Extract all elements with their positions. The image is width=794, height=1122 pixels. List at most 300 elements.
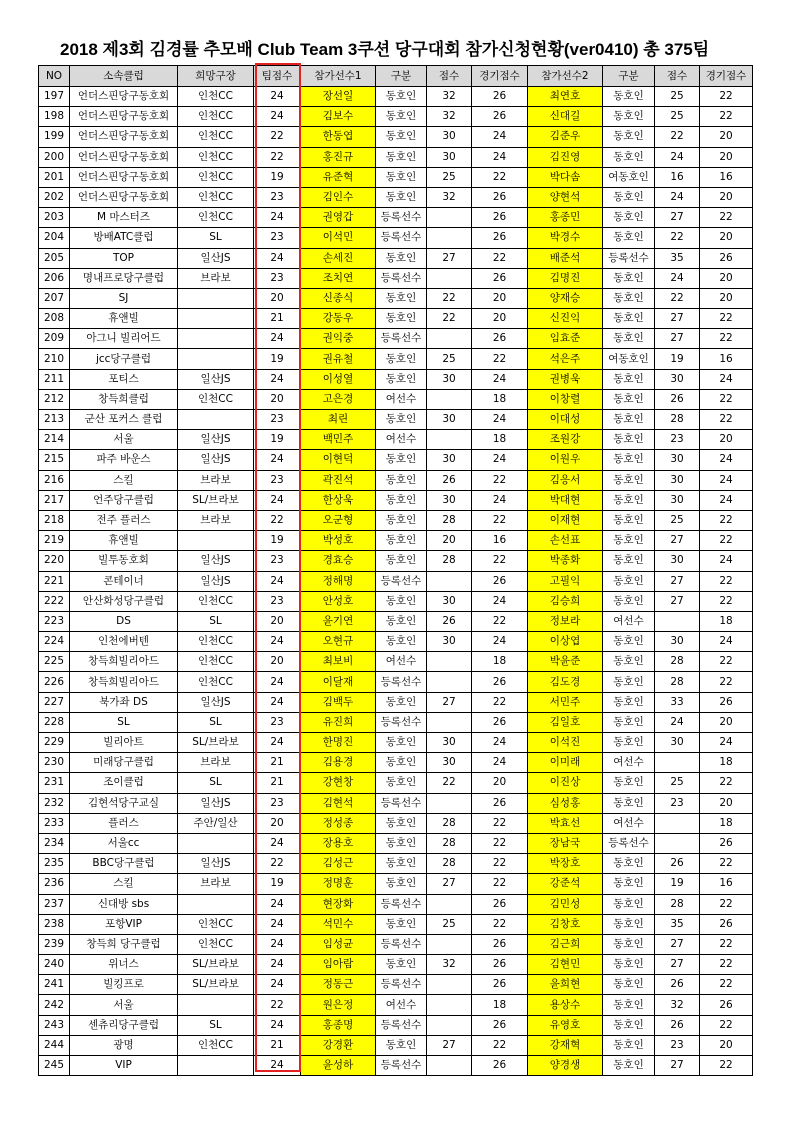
row-no: 235 bbox=[39, 854, 70, 874]
venue: SL/브라보 bbox=[178, 733, 254, 753]
player1-match-score: 22 bbox=[472, 1035, 528, 1055]
table-row bbox=[39, 167, 753, 187]
player1-name: 권유철 bbox=[301, 349, 376, 369]
player1-name: 백민주 bbox=[301, 430, 376, 450]
team-score: 20 bbox=[254, 652, 301, 672]
col-header-match-score1: 경기점수 bbox=[472, 66, 528, 87]
player2-match-score: 18 bbox=[700, 813, 753, 833]
table-row bbox=[39, 672, 753, 692]
team-score: 21 bbox=[254, 309, 301, 329]
player2-score: 26 bbox=[655, 975, 700, 995]
team-score: 24 bbox=[254, 248, 301, 268]
club-name: 군산 포커스 클럽 bbox=[70, 410, 178, 430]
row-no: 243 bbox=[39, 1015, 70, 1035]
row-no: 211 bbox=[39, 369, 70, 389]
player1-type: 등록선수 bbox=[376, 1015, 427, 1035]
club-name: 미래당구클럽 bbox=[70, 753, 178, 773]
venue: 일산JS bbox=[178, 430, 254, 450]
player1-score: 28 bbox=[427, 551, 472, 571]
player2-name: 박장호 bbox=[528, 854, 603, 874]
player2-match-score: 16 bbox=[700, 874, 753, 894]
row-no: 210 bbox=[39, 349, 70, 369]
player2-name: 김민성 bbox=[528, 894, 603, 914]
venue bbox=[178, 894, 254, 914]
player2-score: 22 bbox=[655, 288, 700, 308]
team-score: 23 bbox=[254, 268, 301, 288]
player1-match-score: 18 bbox=[472, 389, 528, 409]
player1-name: 곽진석 bbox=[301, 470, 376, 490]
player2-name: 배준석 bbox=[528, 248, 603, 268]
table-row bbox=[39, 551, 753, 571]
player2-name: 서민주 bbox=[528, 692, 603, 712]
player2-score: 28 bbox=[655, 410, 700, 430]
player2-score: 24 bbox=[655, 187, 700, 207]
player1-name: 조치연 bbox=[301, 268, 376, 288]
player1-match-score: 20 bbox=[472, 773, 528, 793]
player2-type: 등록선수 bbox=[603, 248, 655, 268]
venue bbox=[178, 531, 254, 551]
player2-name: 박경수 bbox=[528, 228, 603, 248]
player2-score bbox=[655, 833, 700, 853]
table-row bbox=[39, 611, 753, 631]
club-name: 서울cc bbox=[70, 833, 178, 853]
team-score: 23 bbox=[254, 591, 301, 611]
venue: 브라보 bbox=[178, 470, 254, 490]
player1-name: 석민수 bbox=[301, 914, 376, 934]
table-row bbox=[39, 995, 753, 1015]
table-row bbox=[39, 147, 753, 167]
player1-type: 동호인 bbox=[376, 309, 427, 329]
player2-name: 박종화 bbox=[528, 551, 603, 571]
player2-score bbox=[655, 611, 700, 631]
team-score: 24 bbox=[254, 490, 301, 510]
team-score: 19 bbox=[254, 167, 301, 187]
table-row bbox=[39, 410, 753, 430]
player1-type: 동호인 bbox=[376, 854, 427, 874]
venue: SL bbox=[178, 773, 254, 793]
player1-score: 32 bbox=[427, 107, 472, 127]
club-name: 위너스 bbox=[70, 955, 178, 975]
player2-score: 24 bbox=[655, 147, 700, 167]
player2-match-score: 22 bbox=[700, 672, 753, 692]
player1-name: 강동우 bbox=[301, 309, 376, 329]
venue: 인천CC bbox=[178, 652, 254, 672]
club-name: 창득희 당구클럽 bbox=[70, 934, 178, 954]
venue: 일산JS bbox=[178, 248, 254, 268]
team-score: 24 bbox=[254, 934, 301, 954]
row-no: 214 bbox=[39, 430, 70, 450]
row-no: 219 bbox=[39, 531, 70, 551]
row-no: 218 bbox=[39, 510, 70, 530]
player1-score: 25 bbox=[427, 914, 472, 934]
player2-match-score: 22 bbox=[700, 975, 753, 995]
player1-score: 30 bbox=[427, 490, 472, 510]
team-score: 23 bbox=[254, 187, 301, 207]
table-row bbox=[39, 975, 753, 995]
player1-name: 한명진 bbox=[301, 733, 376, 753]
player1-type: 여선수 bbox=[376, 652, 427, 672]
club-name: 창득희클럽 bbox=[70, 389, 178, 409]
player1-name: 유진희 bbox=[301, 712, 376, 732]
player2-type: 동호인 bbox=[603, 510, 655, 530]
player2-name: 김도경 bbox=[528, 672, 603, 692]
player2-match-score: 18 bbox=[700, 753, 753, 773]
team-score: 23 bbox=[254, 793, 301, 813]
venue: SL/브라보 bbox=[178, 975, 254, 995]
player2-score: 32 bbox=[655, 995, 700, 1015]
player2-type: 동호인 bbox=[603, 329, 655, 349]
player1-name: 고은경 bbox=[301, 389, 376, 409]
player2-score: 30 bbox=[655, 632, 700, 652]
player1-score bbox=[427, 995, 472, 1015]
team-score: 22 bbox=[254, 854, 301, 874]
player1-name: 이석민 bbox=[301, 228, 376, 248]
team-score: 20 bbox=[254, 813, 301, 833]
player2-score: 27 bbox=[655, 309, 700, 329]
row-no: 225 bbox=[39, 652, 70, 672]
player2-type: 동호인 bbox=[603, 430, 655, 450]
player2-score: 30 bbox=[655, 369, 700, 389]
player2-match-score: 20 bbox=[700, 1035, 753, 1055]
venue bbox=[178, 288, 254, 308]
venue: 일산JS bbox=[178, 854, 254, 874]
player2-name: 이원우 bbox=[528, 450, 603, 470]
player1-match-score: 24 bbox=[472, 410, 528, 430]
table-row bbox=[39, 228, 753, 248]
player1-type: 동호인 bbox=[376, 510, 427, 530]
player1-match-score: 22 bbox=[472, 692, 528, 712]
player2-name: 조원강 bbox=[528, 430, 603, 450]
player1-score: 30 bbox=[427, 147, 472, 167]
player2-type: 동호인 bbox=[603, 208, 655, 228]
player2-name: 이석진 bbox=[528, 733, 603, 753]
player1-match-score: 24 bbox=[472, 733, 528, 753]
row-no: 206 bbox=[39, 268, 70, 288]
player1-type: 동호인 bbox=[376, 450, 427, 470]
venue bbox=[178, 349, 254, 369]
row-no: 221 bbox=[39, 571, 70, 591]
player2-name: 임효준 bbox=[528, 329, 603, 349]
player2-match-score: 20 bbox=[700, 712, 753, 732]
club-name: BBC당구클럽 bbox=[70, 854, 178, 874]
player1-type: 여선수 bbox=[376, 389, 427, 409]
team-score: 24 bbox=[254, 914, 301, 934]
table-row bbox=[39, 793, 753, 813]
club-name: 신대방 sbs bbox=[70, 894, 178, 914]
player2-match-score: 22 bbox=[700, 389, 753, 409]
team-score: 24 bbox=[254, 450, 301, 470]
player2-score: 26 bbox=[655, 1015, 700, 1035]
row-no: 232 bbox=[39, 793, 70, 813]
player1-type: 동호인 bbox=[376, 813, 427, 833]
team-score: 24 bbox=[254, 571, 301, 591]
player1-match-score: 22 bbox=[472, 167, 528, 187]
player1-match-score: 22 bbox=[472, 551, 528, 571]
row-no: 236 bbox=[39, 874, 70, 894]
venue: 브라보 bbox=[178, 874, 254, 894]
club-name: 플러스 bbox=[70, 813, 178, 833]
team-score: 24 bbox=[254, 692, 301, 712]
player1-name: 정동근 bbox=[301, 975, 376, 995]
player2-score: 27 bbox=[655, 208, 700, 228]
player1-match-score: 20 bbox=[472, 309, 528, 329]
player2-type: 동호인 bbox=[603, 490, 655, 510]
table-row bbox=[39, 430, 753, 450]
player2-score: 33 bbox=[655, 692, 700, 712]
player1-match-score: 26 bbox=[472, 107, 528, 127]
row-no: 201 bbox=[39, 167, 70, 187]
player1-match-score: 26 bbox=[472, 1015, 528, 1035]
team-score: 19 bbox=[254, 430, 301, 450]
player2-type: 동호인 bbox=[603, 975, 655, 995]
row-no: 226 bbox=[39, 672, 70, 692]
player1-name: 임아람 bbox=[301, 955, 376, 975]
player2-score: 22 bbox=[655, 127, 700, 147]
player1-match-score: 24 bbox=[472, 369, 528, 389]
player1-match-score: 24 bbox=[472, 591, 528, 611]
club-name: 언더스핀당구동호회 bbox=[70, 87, 178, 107]
player1-match-score: 22 bbox=[472, 854, 528, 874]
player1-score bbox=[427, 571, 472, 591]
player2-name: 김명진 bbox=[528, 268, 603, 288]
player2-score: 24 bbox=[655, 712, 700, 732]
player2-score: 23 bbox=[655, 1035, 700, 1055]
club-name: 광명 bbox=[70, 1035, 178, 1055]
player1-match-score: 24 bbox=[472, 490, 528, 510]
venue: SL bbox=[178, 611, 254, 631]
player1-type: 동호인 bbox=[376, 107, 427, 127]
player2-type: 동호인 bbox=[603, 571, 655, 591]
row-no: 233 bbox=[39, 813, 70, 833]
venue bbox=[178, 1056, 254, 1076]
table-row bbox=[39, 389, 753, 409]
venue: 브라보 bbox=[178, 510, 254, 530]
player2-match-score: 18 bbox=[700, 611, 753, 631]
player1-name: 현장화 bbox=[301, 894, 376, 914]
venue: 브라보 bbox=[178, 753, 254, 773]
venue: 인천CC bbox=[178, 632, 254, 652]
venue: 일산JS bbox=[178, 369, 254, 389]
table-row bbox=[39, 692, 753, 712]
player2-name: 김진영 bbox=[528, 147, 603, 167]
player1-name: 최린 bbox=[301, 410, 376, 430]
player1-type: 등록선수 bbox=[376, 793, 427, 813]
player1-score bbox=[427, 228, 472, 248]
player1-name: 강현창 bbox=[301, 773, 376, 793]
player1-type: 동호인 bbox=[376, 167, 427, 187]
team-score: 24 bbox=[254, 208, 301, 228]
player2-type: 동호인 bbox=[603, 955, 655, 975]
player1-match-score: 26 bbox=[472, 329, 528, 349]
club-name: jcc당구클럽 bbox=[70, 349, 178, 369]
player2-type: 동호인 bbox=[603, 1056, 655, 1076]
player1-name: 강경환 bbox=[301, 1035, 376, 1055]
table-row bbox=[39, 87, 753, 107]
team-score: 19 bbox=[254, 874, 301, 894]
team-score: 23 bbox=[254, 228, 301, 248]
team-score: 22 bbox=[254, 510, 301, 530]
player1-type: 등록선수 bbox=[376, 228, 427, 248]
player2-type: 동호인 bbox=[603, 147, 655, 167]
row-no: 198 bbox=[39, 107, 70, 127]
col-header-type1: 구분 bbox=[376, 66, 427, 87]
player2-score: 27 bbox=[655, 934, 700, 954]
row-no: 205 bbox=[39, 248, 70, 268]
player2-name: 신대길 bbox=[528, 107, 603, 127]
player2-type: 동호인 bbox=[603, 107, 655, 127]
player1-name: 장선일 bbox=[301, 87, 376, 107]
player1-type: 동호인 bbox=[376, 1035, 427, 1055]
player1-match-score: 22 bbox=[472, 349, 528, 369]
table-row bbox=[39, 208, 753, 228]
player1-type: 동호인 bbox=[376, 531, 427, 551]
player1-score: 28 bbox=[427, 854, 472, 874]
player2-match-score: 22 bbox=[700, 410, 753, 430]
venue: 인천CC bbox=[178, 107, 254, 127]
team-score: 22 bbox=[254, 147, 301, 167]
venue bbox=[178, 833, 254, 853]
team-score: 24 bbox=[254, 369, 301, 389]
team-score: 24 bbox=[254, 329, 301, 349]
player1-score: 28 bbox=[427, 510, 472, 530]
venue: 인천CC bbox=[178, 934, 254, 954]
player1-score: 22 bbox=[427, 309, 472, 329]
player1-match-score: 22 bbox=[472, 914, 528, 934]
club-name: 빌킹프로 bbox=[70, 975, 178, 995]
player1-score: 30 bbox=[427, 127, 472, 147]
table-row bbox=[39, 187, 753, 207]
player1-match-score: 26 bbox=[472, 793, 528, 813]
player1-match-score: 22 bbox=[472, 510, 528, 530]
venue: SL bbox=[178, 1015, 254, 1035]
player2-name: 용상수 bbox=[528, 995, 603, 1015]
club-name: TOP bbox=[70, 248, 178, 268]
team-score: 20 bbox=[254, 389, 301, 409]
table-row bbox=[39, 1015, 753, 1035]
col-header-player1: 참가선수1 bbox=[301, 66, 376, 87]
venue: 인천CC bbox=[178, 914, 254, 934]
player2-name: 양경생 bbox=[528, 1056, 603, 1076]
player1-match-score: 26 bbox=[472, 934, 528, 954]
player2-match-score: 22 bbox=[700, 894, 753, 914]
row-no: 224 bbox=[39, 632, 70, 652]
player1-name: 신종식 bbox=[301, 288, 376, 308]
player2-type: 동호인 bbox=[603, 854, 655, 874]
player1-type: 등록선수 bbox=[376, 712, 427, 732]
player2-name: 김근희 bbox=[528, 934, 603, 954]
player2-match-score: 26 bbox=[700, 995, 753, 1015]
club-name: 센츄리당구클럽 bbox=[70, 1015, 178, 1035]
table-row bbox=[39, 813, 753, 833]
player1-name: 김백두 bbox=[301, 692, 376, 712]
venue: 인천CC bbox=[178, 208, 254, 228]
row-no: 245 bbox=[39, 1056, 70, 1076]
team-score: 23 bbox=[254, 470, 301, 490]
player2-type: 여선수 bbox=[603, 813, 655, 833]
table-row bbox=[39, 773, 753, 793]
table-row bbox=[39, 1056, 753, 1076]
club-name: 서울 bbox=[70, 430, 178, 450]
player2-match-score: 20 bbox=[700, 228, 753, 248]
player2-type: 동호인 bbox=[603, 591, 655, 611]
player1-type: 동호인 bbox=[376, 753, 427, 773]
player1-score: 30 bbox=[427, 733, 472, 753]
club-name: 파주 바운스 bbox=[70, 450, 178, 470]
player2-type: 동호인 bbox=[603, 531, 655, 551]
player1-type: 동호인 bbox=[376, 369, 427, 389]
table-row bbox=[39, 248, 753, 268]
club-name: 콘테이너 bbox=[70, 571, 178, 591]
team-score: 22 bbox=[254, 995, 301, 1015]
player1-name: 장용호 bbox=[301, 833, 376, 853]
player2-match-score: 26 bbox=[700, 833, 753, 853]
player2-name: 강재혁 bbox=[528, 1035, 603, 1055]
player1-match-score: 24 bbox=[472, 753, 528, 773]
venue bbox=[178, 410, 254, 430]
player1-type: 등록선수 bbox=[376, 934, 427, 954]
player1-match-score: 26 bbox=[472, 187, 528, 207]
player2-name: 손선표 bbox=[528, 531, 603, 551]
row-no: 215 bbox=[39, 450, 70, 470]
player2-type: 동호인 bbox=[603, 87, 655, 107]
player1-score: 27 bbox=[427, 248, 472, 268]
player1-score bbox=[427, 712, 472, 732]
player2-name: 이진상 bbox=[528, 773, 603, 793]
player2-type: 동호인 bbox=[603, 995, 655, 1015]
player1-match-score: 26 bbox=[472, 87, 528, 107]
player1-match-score: 26 bbox=[472, 571, 528, 591]
player2-score: 19 bbox=[655, 874, 700, 894]
table-row bbox=[39, 874, 753, 894]
venue: SL bbox=[178, 228, 254, 248]
row-no: 216 bbox=[39, 470, 70, 490]
player1-name: 안성호 bbox=[301, 591, 376, 611]
player1-score bbox=[427, 975, 472, 995]
player2-match-score: 22 bbox=[700, 1015, 753, 1035]
player1-match-score: 26 bbox=[472, 208, 528, 228]
club-name: 스킬 bbox=[70, 874, 178, 894]
player2-match-score: 22 bbox=[700, 652, 753, 672]
club-name: 서울 bbox=[70, 995, 178, 1015]
player1-name: 김현석 bbox=[301, 793, 376, 813]
player1-score bbox=[427, 894, 472, 914]
player1-name: 윤성하 bbox=[301, 1056, 376, 1076]
team-score: 19 bbox=[254, 349, 301, 369]
player2-name: 석은주 bbox=[528, 349, 603, 369]
player2-match-score: 22 bbox=[700, 87, 753, 107]
col-header-score1: 점수 bbox=[427, 66, 472, 87]
table-row bbox=[39, 510, 753, 530]
player1-score: 27 bbox=[427, 692, 472, 712]
player2-score: 35 bbox=[655, 248, 700, 268]
player2-match-score: 22 bbox=[700, 571, 753, 591]
row-no: 238 bbox=[39, 914, 70, 934]
player1-name: 임성균 bbox=[301, 934, 376, 954]
club-name: 언더스핀당구동호회 bbox=[70, 187, 178, 207]
team-score: 21 bbox=[254, 753, 301, 773]
player1-type: 동호인 bbox=[376, 591, 427, 611]
player2-type: 동호인 bbox=[603, 874, 655, 894]
table-row bbox=[39, 894, 753, 914]
player1-score: 26 bbox=[427, 470, 472, 490]
club-name: 안산화성당구클럽 bbox=[70, 591, 178, 611]
player2-score: 35 bbox=[655, 914, 700, 934]
club-name: 빌리아트 bbox=[70, 733, 178, 753]
player2-score: 27 bbox=[655, 531, 700, 551]
col-header-team-score: 팀점수 bbox=[254, 66, 301, 87]
player1-match-score: 26 bbox=[472, 955, 528, 975]
player1-match-score: 26 bbox=[472, 268, 528, 288]
